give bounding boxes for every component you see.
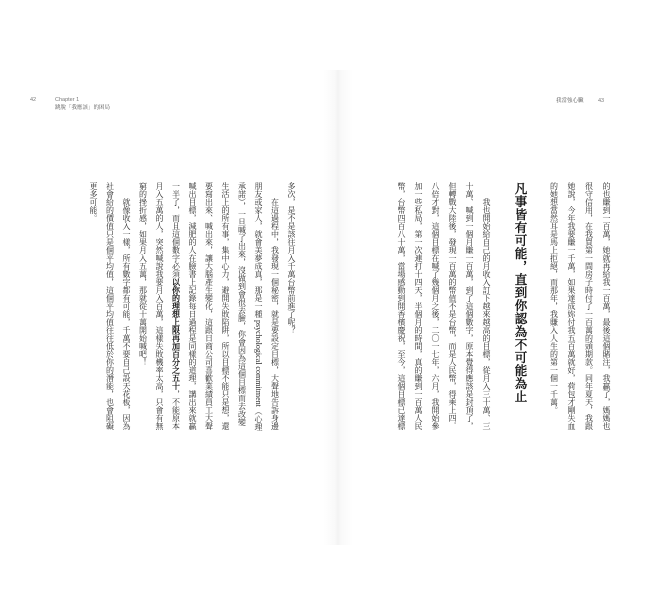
text-column: 要寫出來、喊出來，讓大腦產生變化，這跟日商公司喜歡業績員工大聲 (204, 182, 214, 430)
text-column: 我也開始給自己的月收入訂下越來越高的目標，從月入三十萬、三 (482, 198, 491, 430)
text-column: 她說，今年我要賺一千萬，如果達成妳付我五百萬就好，荷包才剛失血 (567, 182, 576, 430)
text-column: 就像收入一樣，所有數字都有可能，千萬不要自己設天花板，因為 (122, 198, 131, 430)
text-column: 月入五萬的人，突然喊說我要月入百萬，這樣失敗機率太高，只會有無 (155, 182, 164, 430)
emphasized-text: 以你的理想上限再加百分之五十 (171, 278, 181, 390)
text-column: 喊出目標，減肥的人在臉書上記錄每日過程是同樣的道理，講出來就贏 (188, 182, 197, 430)
left-page-number: 42 (30, 97, 37, 103)
section-heading: 凡事皆有可能，直到你認為不可能為止 (513, 182, 527, 403)
text-column: 窮的挫折感，如果月入五萬，那就從十萬開始喊吧！ (138, 182, 148, 366)
text-column: 八倍才對，這個目標在喊了幾個月之後，二〇一七年，六月，我開始參 (431, 182, 440, 430)
text-segment: ，不能原本 (171, 390, 181, 430)
paragraph-before-heading (545, 182, 615, 444)
text-column: 十萬、喊到一個月賺一百萬，到了這個數字，原本覺得應該是封頂了， (465, 182, 474, 430)
text-column: 朋友或家人，就會美夢成真，那是一種 psychological commitment（心理 (254, 182, 263, 431)
text-column: 很守信用，在我買第一間房子時付了一百萬的頭期款。同年夏天，我跟 (584, 182, 594, 430)
text-column: 的也賺到一百萬，她就再給我一百萬，最後這個賭注，我贏了，媽媽也 (602, 182, 611, 430)
text-column: 的她想當然耳是馬上拒絕，而那年，我賺入人生的第一個一千萬。 (549, 182, 559, 414)
text-column: 生活上的所有事，集中心力，避開失敗陷阱，所以目標不能只是想，還 (221, 182, 230, 430)
text-column: 幣，台幣四百八十萬，當場感動到開香檳慶祝，至今，這個目標已達標 (397, 182, 406, 430)
text-column: 多次，是不是該往月入千萬台幣前進了呢？ (287, 182, 296, 334)
chapter-title: 跳脫「我應該」的困局 (55, 105, 111, 111)
right-page-number: 43 (598, 98, 605, 104)
text-column: 社會給的價值只是個平均值，這個平均值往往低於你的潛能，也會阻礙 (105, 182, 115, 430)
text-column: 承諾），一旦喊了出來，沒做到會很丟臉，你會因為這個目標而去改變 (237, 182, 247, 426)
right-page-body (393, 182, 615, 444)
text-column-with-emphasis (167, 182, 184, 444)
text-column: 但轉戰大陸後，發現一百萬的幣值不是台幣，而是人民幣，得乘上四． (448, 182, 457, 430)
chapter-label: Chapter 1 (55, 97, 80, 103)
running-title: 我當強心臟 (556, 98, 584, 104)
book-gutter (323, 70, 353, 545)
left-page-body (85, 182, 300, 444)
text-column: 在這過程中，我發現一個秘密，就是要設定目標，大聲地告訴身邊 (270, 198, 280, 430)
text-column: 更多可能。 (89, 182, 98, 222)
paragraph-after-heading (393, 182, 495, 444)
text-segment: 一半了，而且這個數字必須 (171, 182, 181, 278)
text-column: 加一些私局，第一次連打十四天，半個月的時間，真的賺到一百萬人民 (414, 182, 423, 430)
